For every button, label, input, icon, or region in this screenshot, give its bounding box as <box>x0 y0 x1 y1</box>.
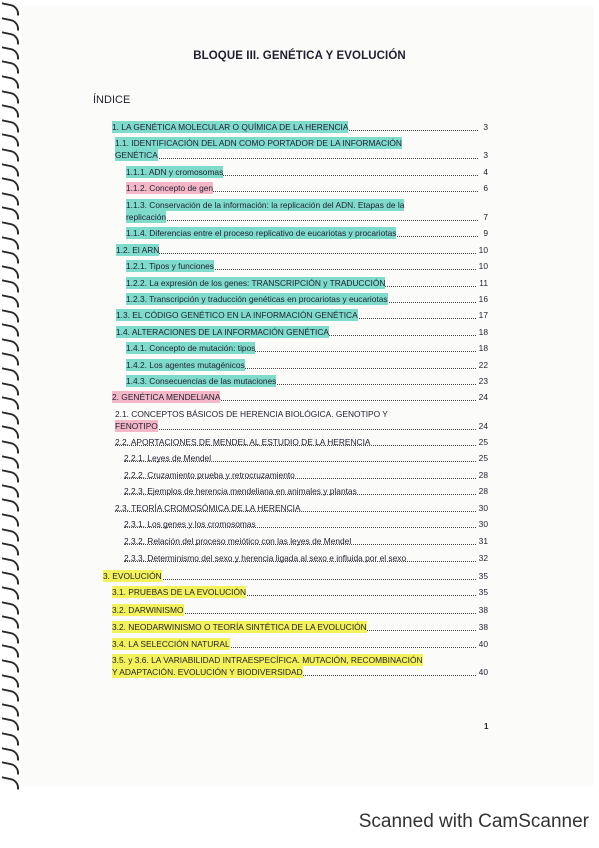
toc-entry <box>126 358 488 372</box>
page-number: 1 <box>484 722 489 731</box>
binding-ring <box>2 732 19 746</box>
toc-entry-text: 2.1. CONCEPTOS BÁSICOS DE HERENCIA BIOLÓGICA. GENOTIPO Y <box>115 409 388 419</box>
toc-entry-text-cont: replicación <box>126 212 167 222</box>
toc-entry-text: 1.1.3. Conservación de la información: la replicación del ADN. Etapas de la <box>126 200 405 210</box>
toc-page-number: 22 <box>478 360 488 370</box>
toc-entry-text: 3.4. LA SELECCIÓN NATURAL <box>112 639 230 649</box>
binding-ring <box>2 411 19 425</box>
binding-ring <box>2 192 19 206</box>
binding-ring <box>2 528 19 542</box>
binding-ring <box>2 484 19 498</box>
binding-ring <box>2 236 19 250</box>
toc-page-number: 30 <box>478 503 488 513</box>
toc-entry-text: 2.3.1. Los genes y los cromosomas <box>124 519 256 529</box>
binding-ring <box>2 469 19 483</box>
binding-ring <box>2 396 19 410</box>
toc-page-number: 24 <box>478 392 488 402</box>
toc-entry-text: 2.3.2. Relación del proceso meiótico con las leyes de Mendel <box>124 536 352 546</box>
toc-page-number: 40 <box>478 639 488 649</box>
toc-entry <box>126 374 488 388</box>
toc-entry-text: 1. LA GENÉTICA MOLECULAR O QUÍMICA DE LA HERENCIA <box>112 122 349 132</box>
toc-entry-text: 1.4.2. Los agentes mutagénicos <box>126 360 245 370</box>
toc-entry <box>126 181 488 195</box>
toc-entry-text: 1.3. EL CÓDIGO GENÉTICO EN LA INFORMACIÓN GENÉTICA <box>116 310 358 320</box>
toc-entry-text: 1.1.1. ADN y cromosomas <box>126 167 224 177</box>
toc-page-number: 31 <box>478 536 488 546</box>
toc-page-number: 18 <box>478 327 488 337</box>
toc-page-number: 3 <box>483 150 488 160</box>
toc-entry <box>112 603 488 617</box>
toc-entry <box>112 585 488 599</box>
toc-entry <box>112 637 488 651</box>
toc-page-number: 11 <box>479 278 488 288</box>
toc-page-number: 3 <box>483 122 488 132</box>
binding-ring <box>2 615 19 629</box>
binding-ring <box>2 382 19 396</box>
binding-ring <box>2 455 19 469</box>
binding-ring <box>2 776 19 790</box>
binding-ring <box>2 280 19 294</box>
binding-ring <box>2 703 19 717</box>
binding-ring <box>2 572 19 586</box>
toc-entry <box>124 517 488 531</box>
toc-entry-text: 1.2.3. Transcripción y traducción genéticas en procariotas y eucariotas <box>126 294 388 304</box>
binding-ring <box>2 17 19 31</box>
binding-ring <box>2 688 19 702</box>
toc-entry <box>116 325 488 339</box>
toc-page-number: 23 <box>478 376 488 386</box>
toc-entry-text: 2. GENÉTICA MENDELIANA <box>112 392 221 402</box>
binding-ring <box>2 148 19 162</box>
binding-ring <box>2 747 19 761</box>
binding-ring <box>2 426 19 440</box>
toc-page-number: 16 <box>478 294 488 304</box>
binding-ring <box>2 104 19 118</box>
binding-ring <box>2 674 19 688</box>
toc-entry-text: 1.4.3. Consecuencias de las mutaciones <box>126 376 277 386</box>
binding-ring <box>2 513 19 527</box>
toc-entry-text: 3.5. y 3.6. LA VARIABILIDAD INTRAESPECÍFICA. MUTACIÓN, RECOMBINACIÓN <box>112 655 423 665</box>
toc-entry <box>124 551 488 565</box>
toc-page-number: 25 <box>478 453 488 463</box>
toc-entry-continuation <box>115 148 488 162</box>
toc-entry <box>126 276 488 290</box>
toc-entry-text: 3.1. PRUEBAS DE LA EVOLUCIÓN <box>112 587 247 597</box>
binding-ring <box>2 499 19 513</box>
toc-page-number: 35 <box>478 571 488 581</box>
toc-page-number: 35 <box>478 587 488 597</box>
toc-entry <box>115 501 488 515</box>
toc-entry <box>126 341 488 355</box>
toc-entry-text: 1.4.1. Concepto de mutación: tipos <box>126 343 256 353</box>
binding-ring <box>2 294 19 308</box>
binding-ring <box>2 207 19 221</box>
binding-ring <box>2 163 19 177</box>
binding-ring <box>2 718 19 732</box>
binding-ring <box>2 440 19 454</box>
document-title: BLOQUE III. GENÉTICA Y EVOLUCIÓN <box>193 50 406 62</box>
toc-page-number: 38 <box>478 605 488 615</box>
toc-page-number: 40 <box>478 667 488 677</box>
toc-entry-text-cont: GENÉTICA <box>115 150 158 160</box>
binding-ring <box>2 367 19 381</box>
toc-entry-text: 1.2.2. La expresión de los genes: TRANSCRIPCIÓN y TRADUCCIÓN <box>126 278 386 288</box>
toc-entry-text: 2.2. APORTACIONES DE MENDEL AL ESTUDIO DE LA HERENCIA <box>115 437 371 447</box>
toc-entry <box>116 308 488 322</box>
binding-ring <box>2 265 19 279</box>
toc-page-number: 10 <box>478 261 488 271</box>
toc-entry <box>112 620 488 634</box>
binding-ring <box>2 761 19 775</box>
index-heading: ÍNDICE <box>93 94 131 106</box>
binding-ring <box>2 630 19 644</box>
binding-ring <box>2 2 19 16</box>
toc-entry-text: 1.1.4. Diferencias entre el proceso replicativo de eucariotas y procariotas <box>126 228 397 238</box>
binding-ring <box>2 542 19 556</box>
binding-ring <box>2 31 19 45</box>
toc-entry <box>112 120 488 134</box>
toc-page-number: 25 <box>478 437 488 447</box>
binding-ring <box>2 90 19 104</box>
binding-ring <box>2 659 19 673</box>
toc-entry-text: 1.2.1. Tipos y funciones <box>126 261 214 271</box>
binding-ring <box>2 338 19 352</box>
toc-entry-continuation <box>126 210 488 224</box>
toc-entry-text-cont: Y ADAPTACIÓN. EVOLUCIÓN Y BIODIVERSIDAD <box>112 667 303 677</box>
toc-entry-text: 2.2.2. Cruzamiento prueba y retrocruzamiento <box>124 470 295 480</box>
toc-page-number: 38 <box>478 622 488 632</box>
toc-entry-text: 1.4. ALTERACIONES DE LA INFORMACIÓN GENÉTICA <box>116 327 329 337</box>
binding-ring <box>2 119 19 133</box>
toc-page-number: 28 <box>478 470 488 480</box>
toc-page-number: 4 <box>483 167 488 177</box>
binding-ring <box>2 601 19 615</box>
toc-entry <box>103 569 488 583</box>
toc-entry <box>115 435 488 449</box>
spiral-binding <box>0 0 24 800</box>
toc-entry-continuation <box>115 419 488 433</box>
toc-page-number: 7 <box>483 212 488 222</box>
binding-ring <box>2 134 19 148</box>
toc-page-number: 32 <box>478 553 488 563</box>
toc-page-number: 24 <box>478 421 488 431</box>
binding-ring <box>2 557 19 571</box>
toc-entry-text: 2.2.1. Leyes de Mendel <box>124 453 212 463</box>
toc-entry <box>124 484 488 498</box>
toc-page-number: 6 <box>483 183 488 193</box>
binding-ring <box>2 586 19 600</box>
binding-ring <box>2 250 19 264</box>
toc-entry <box>126 292 488 306</box>
binding-ring <box>2 75 19 89</box>
toc-entry <box>124 468 488 482</box>
binding-ring <box>2 177 19 191</box>
camscanner-watermark: Scanned with CamScanner <box>358 811 589 832</box>
binding-ring <box>2 353 19 367</box>
toc-entry-text-cont: FENOTIPO <box>115 421 158 431</box>
toc-entry-text: 2.3. TEORÍA CROMOSÓMICA DE LA HERENCIA <box>115 503 301 513</box>
toc-entry <box>124 451 488 465</box>
toc-entry <box>116 243 488 257</box>
toc-entry <box>126 165 488 179</box>
toc-page-number: 17 <box>478 310 488 320</box>
toc-entry <box>112 390 488 404</box>
toc-entry <box>124 534 488 548</box>
toc-entry-continuation <box>112 665 488 679</box>
toc-entry-text: 2.3.3. Determinismo del sexo y herencia ligada al sexo e influida por el sexo <box>124 553 407 563</box>
toc-page-number: 30 <box>478 519 488 529</box>
toc-entry-text: 1.2. El ARN <box>116 245 160 255</box>
toc-page-number: 9 <box>483 228 488 238</box>
binding-ring <box>2 221 19 235</box>
toc-entry-text: 1.1. IDENTIFICACIÓN DEL ADN COMO PORTADOR DE LA INFORMACIÓN <box>115 138 402 148</box>
toc-page-number: 28 <box>478 486 488 496</box>
toc-entry-text: 3. EVOLUCIÓN <box>103 571 162 581</box>
binding-ring <box>2 323 19 337</box>
toc-page-number: 10 <box>478 245 488 255</box>
binding-ring <box>2 645 19 659</box>
toc-page-number: 18 <box>478 343 488 353</box>
toc-entry <box>126 226 488 240</box>
toc-entry-text: 2.2.3. Ejemplos de herencia mendeliana en animales y plantas <box>124 486 357 496</box>
toc-entry <box>126 259 488 273</box>
toc-entry-text: 3.2. DARWINISMO <box>112 605 184 615</box>
binding-ring <box>2 309 19 323</box>
toc-entry-text: 1.1.2. Concepto de gen <box>126 183 214 193</box>
binding-ring <box>2 61 19 75</box>
toc-entry-text: 3.2. NEODARWINISMO O TEORÍA SINTÉTICA DE LA EVOLUCIÓN <box>112 622 367 632</box>
